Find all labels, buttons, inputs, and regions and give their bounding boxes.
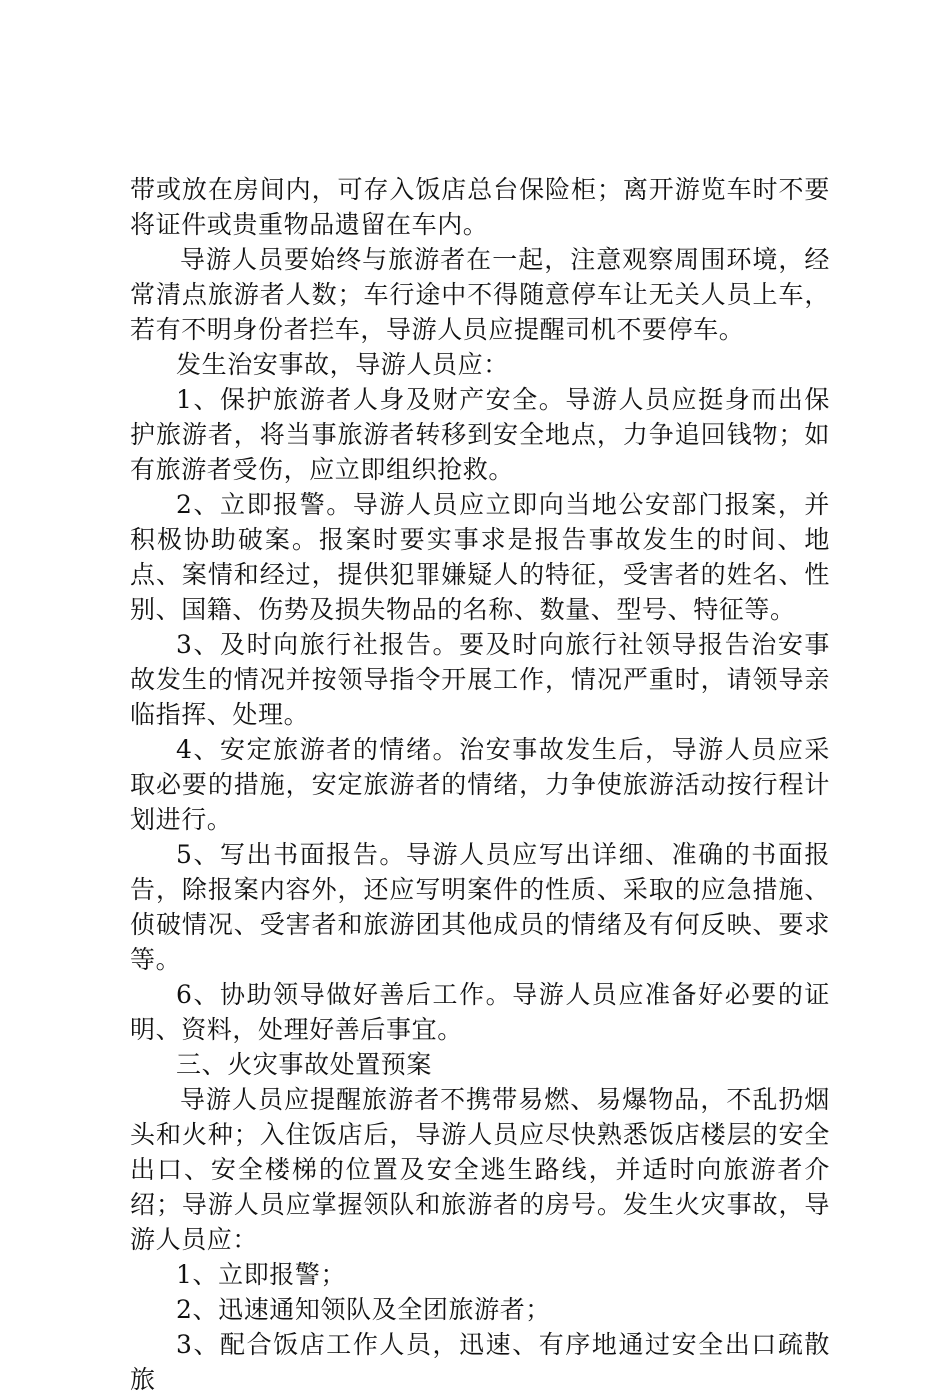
list-item-fire-notify-group: 2、迅速通知领队及全团旅游者； — [176, 1295, 551, 1324]
paragraph-guide-stay-with-tourists: 导游人员要始终与旅游者在一起，注意观察周围环境，经常清点旅游者人数；车行途中不得随意停车让无关人员上车，若有不明身份者拦车，导游人员应提醒司机不要停车。 — [130, 245, 830, 344]
list-item-calm-tourists: 4、安定旅游者的情绪。治安事故发生后，导游人员应采取必要的措施，安定旅游者的情绪，力争使旅游活动按行程计划进行。 — [130, 735, 830, 834]
list-item-protect-tourists: 1、保护旅游者人身及财产安全。导游人员应挺身而出保护旅游者，将当事旅游者转移到安全地点，力争追回钱物；如有旅游者受伤，应立即组织抢救。 — [130, 385, 830, 484]
list-item-aftermath: 6、协助领导做好善后工作。导游人员应准备好必要的证明、资料，处理好善后事宜。 — [130, 980, 830, 1044]
list-item-report-agency: 3、及时向旅行社报告。要及时向旅行社领导报告治安事故发生的情况并按领导指令开展工作，情况严重时，请领导亲临指挥、处理。 — [130, 630, 830, 729]
list-item-call-police: 2、立即报警。导游人员应立即向当地公安部门报案，并积极协助破案。报案时要实事求是报告事故发生的时间、地点、案情和经过，提供犯罪嫌疑人的特征，受害者的姓名、性别、国籍、伤势及损失物品的名称、数量、型号、特征等。 — [130, 490, 830, 624]
paragraph-security-incident-intro: 发生治安事故，导游人员应： — [176, 350, 509, 379]
paragraph-fire-prevention: 导游人员应提醒旅游者不携带易燃、易爆物品，不乱扔烟头和火种；入住饭店后，导游人员应尽快熟悉饭店楼层的安全出口、安全楼梯的位置及安全逃生路线，并适时向旅游者介绍；导游人员应掌握领队和旅游者的房号。发生火灾事故，导游人员应： — [130, 1085, 830, 1254]
list-item-fire-evacuate: 3、配合饭店工作人员，迅速、有序地通过安全出口疏散旅 — [130, 1330, 830, 1394]
list-item-fire-call-police: 1、立即报警； — [176, 1260, 347, 1289]
list-item-written-report: 5、写出书面报告。导游人员应写出详细、准确的书面报告，除报案内容外，还应写明案件的性质、采取的应急措施、侦破情况、受害者和旅游团其他成员的情绪及有何反映、要求等。 — [130, 840, 830, 974]
paragraph-continuation: 带或放在房间内，可存入饭店总台保险柜；离开游览车时不要将证件或贵重物品遗留在车内。 — [130, 175, 830, 239]
document-body — [130, 172, 830, 1397]
section-heading-fire-plan: 三、火灾事故处置预案 — [176, 1050, 433, 1079]
